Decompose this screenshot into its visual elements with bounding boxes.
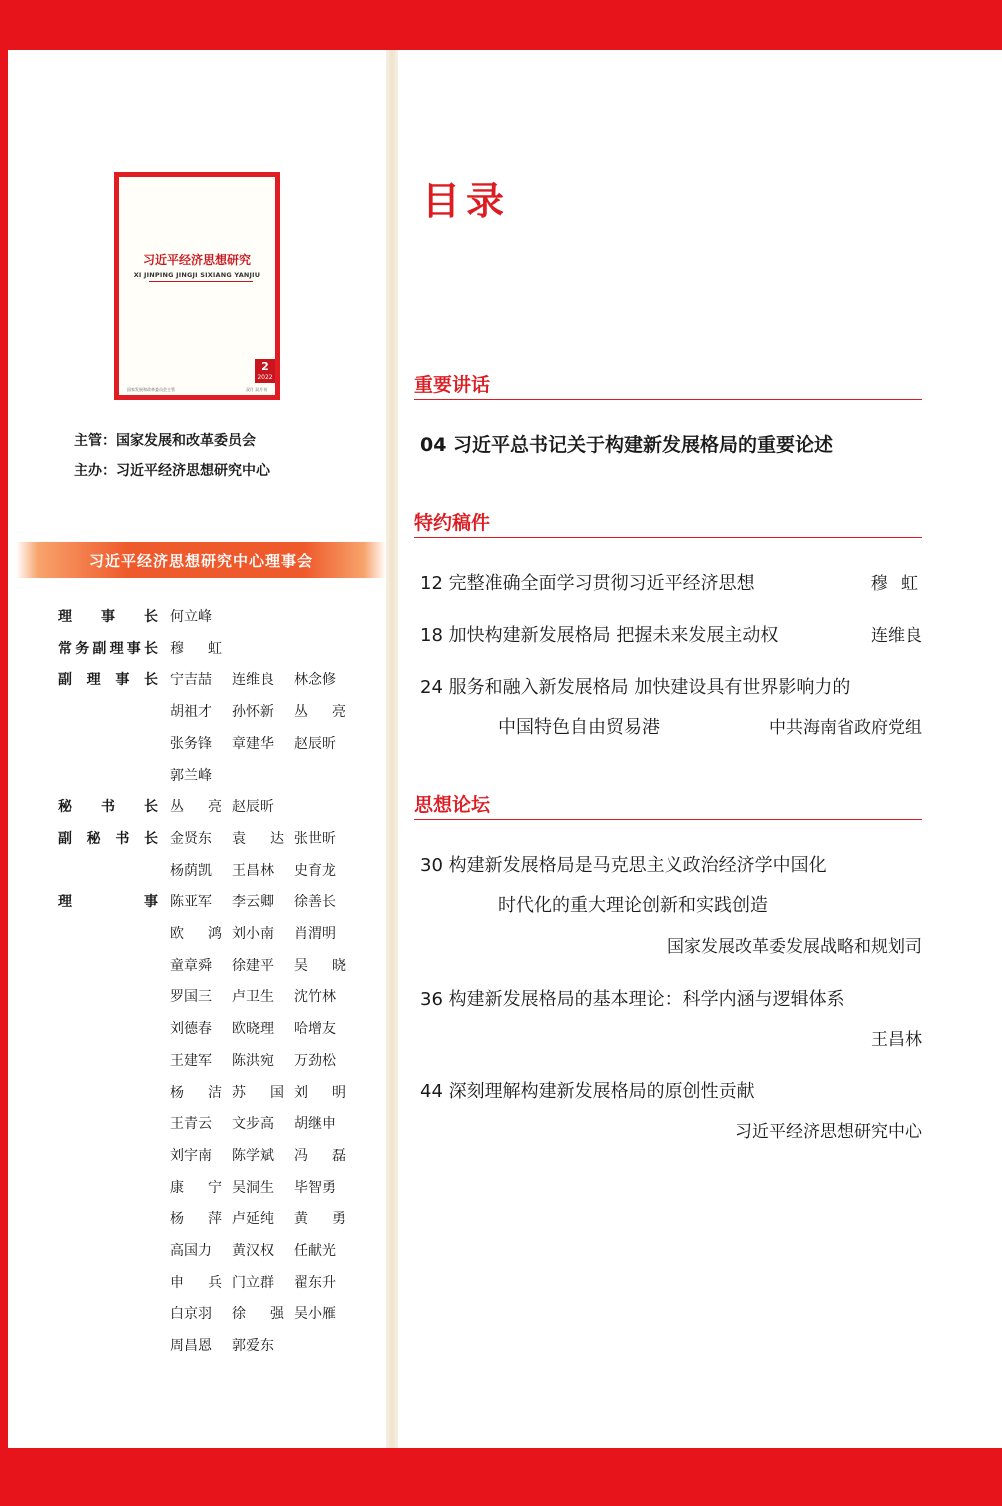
- council-member-name: 张世昕: [294, 830, 336, 847]
- council-banner-text: 习近平经济思想研究中心理事会: [88, 552, 313, 570]
- council-member-name: 黄汉权: [232, 1243, 274, 1259]
- cover-footer-left: 国家发展和改革委员会主管: [127, 387, 175, 392]
- council-member-name: 何立峰: [170, 609, 212, 625]
- cover-title: 习近平经济思想研究: [142, 253, 251, 267]
- council-member-name: 赵辰昕: [232, 799, 274, 816]
- council-member-name: 吴 晓: [294, 957, 346, 974]
- toc-entry-title[interactable]: 18 加快构建新发展格局 把握未来发展主动权: [420, 625, 779, 646]
- cover-issue-number: 2: [261, 360, 269, 373]
- toc-entry-title[interactable]: 04 习近平总书记关于构建新发展格局的重要论述: [420, 434, 834, 456]
- council-member-name: 康 宁: [170, 1179, 222, 1196]
- council-member-name: 刘 明: [294, 1084, 346, 1101]
- council-member-name: 万劲松: [294, 1052, 336, 1069]
- council-member-name: 杨荫凯: [170, 862, 212, 879]
- council-member-name: 黄 勇: [294, 1211, 346, 1228]
- cover-rule: [149, 281, 253, 282]
- magazine-page: [8, 50, 1002, 1448]
- council-member-name: 罗国三: [170, 989, 212, 1006]
- toc-entry-title[interactable]: 12 完整准确全面学习贯彻习近平经济思想: [420, 573, 755, 594]
- council-member-name: 吴洞生: [232, 1179, 274, 1196]
- council-member-name: 刘宇南: [170, 1147, 212, 1164]
- council-member-name: 陈洪宛: [232, 1052, 274, 1069]
- council-member-name: 童章舜: [170, 957, 212, 974]
- toc-section-rule: [414, 537, 922, 538]
- council-member-name: 卢延纯: [232, 1211, 274, 1228]
- council-member-name: 丛 亮: [294, 704, 346, 721]
- council-member-name: 翟东升: [294, 1274, 336, 1291]
- council-member-name: 郭兰峰: [170, 767, 212, 784]
- council-member-name: 胡祖才: [170, 704, 212, 721]
- council-member-name: 门立群: [232, 1274, 274, 1291]
- council-member-name: 高国力: [170, 1243, 212, 1259]
- council-role-label: 理 事: [58, 894, 158, 911]
- council-member-name: 孙怀新: [232, 704, 274, 721]
- toc-entry-author: 穆 虹: [870, 574, 922, 594]
- council-member-name: 文步高: [232, 1116, 274, 1133]
- council-member-name: 哈增友: [294, 1021, 336, 1038]
- toc-entry-title[interactable]: 24 服务和融入新发展格局 加快建设具有世界影响力的: [420, 677, 851, 698]
- council-member-name: 肖渭明: [294, 926, 336, 942]
- toc-section-rule: [414, 399, 922, 400]
- toc-entry-title[interactable]: 44 深刻理解构建新发展格局的原创性贡献: [420, 1081, 755, 1102]
- council-member-name: 苏 国: [232, 1084, 284, 1101]
- council-member-name: 林念修: [294, 672, 336, 689]
- council-member-name: 欧 鸿: [170, 926, 222, 942]
- toc-section-rule: [414, 819, 922, 820]
- council-member-name: 穆 虹: [170, 640, 222, 657]
- council-member-name: 冯 磊: [294, 1147, 346, 1164]
- council-role-label: 副 理 事 长: [58, 672, 158, 689]
- council-member-name: 张务锋: [170, 735, 212, 752]
- council-member-name: 徐善长: [294, 894, 336, 911]
- supervisor-line: 主管：国家发展和改革委员会: [74, 433, 256, 449]
- council-member-name: 吴小雁: [294, 1306, 336, 1323]
- toc-entry-author: 中共海南省政府党组: [769, 718, 922, 738]
- council-member-name: 徐建平: [232, 957, 274, 974]
- council-member-name: 陈学斌: [232, 1147, 274, 1164]
- council-member-name: 毕智勇: [294, 1179, 336, 1196]
- council-member-name: 李云卿: [232, 894, 274, 911]
- council-member-name: 陈亚军: [170, 894, 212, 911]
- cover-issue-year: 2022: [257, 374, 273, 381]
- toc-section-heading: 特约稿件: [414, 512, 491, 534]
- toc-section-heading: 思想论坛: [414, 794, 491, 816]
- council-member-name: 白京羽: [170, 1306, 212, 1323]
- toc-title: 目录: [422, 179, 511, 223]
- council-role-label: 秘 书 长: [58, 799, 158, 816]
- cover-thumbnail: [114, 172, 280, 400]
- toc-entry-title[interactable]: 时代化的重大理论创新和实践创造: [498, 895, 768, 916]
- council-member-name: 丛 亮: [170, 799, 222, 816]
- council-role-label: 常 务 副 理 事 长: [58, 640, 158, 657]
- cover-footer-right: 双月 双月刊: [245, 387, 267, 392]
- cover-inner: [119, 177, 275, 395]
- council-member-name: 王青云: [170, 1116, 212, 1133]
- council-member-name: 申 兵: [170, 1274, 222, 1291]
- council-member-name: 杨 萍: [170, 1211, 222, 1228]
- council-member-name: 王建军: [170, 1052, 212, 1069]
- council-member-name: 郭爱东: [232, 1338, 274, 1355]
- council-member-name: 卢卫生: [232, 989, 274, 1006]
- council-member-name: 欧晓理: [232, 1021, 274, 1038]
- toc-entry-title[interactable]: 中国特色自由贸易港: [498, 717, 660, 738]
- council-member-name: 杨 洁: [170, 1084, 222, 1101]
- cover-pinyin: XI JINPING JINGJI SIXIANG YANJIU: [133, 271, 261, 279]
- council-banner: [16, 542, 386, 578]
- council-member-name: 金贤东: [170, 830, 212, 847]
- council-member-name: 章建华: [232, 735, 274, 752]
- council-member-name: 徐 强: [232, 1306, 284, 1323]
- council-member-name: 袁 达: [232, 830, 284, 847]
- organizer-line: 主办：习近平经济思想研究中心: [74, 463, 270, 479]
- council-member-name: 刘小南: [232, 926, 274, 942]
- council-member-name: 沈竹林: [294, 989, 336, 1006]
- toc-entry-author: 王昌林: [871, 1030, 922, 1050]
- council-member-name: 连维良: [232, 672, 274, 689]
- cover-issue-badge: [255, 359, 275, 383]
- council-member-name: 周昌恩: [170, 1338, 212, 1355]
- council-member-name: 刘德春: [170, 1021, 212, 1038]
- toc-entry-author: 连维良: [871, 626, 922, 646]
- toc-entry-author: 习近平经济思想研究中心: [735, 1122, 922, 1142]
- toc-entry-title[interactable]: 30 构建新发展格局是马克思主义政治经济学中国化: [420, 855, 827, 876]
- toc-entry-author: 国家发展改革委发展战略和规划司: [667, 937, 922, 957]
- council-member-name: 胡继申: [294, 1116, 336, 1133]
- council-role-label: 副 秘 书 长: [58, 830, 158, 847]
- column-divider: [386, 50, 398, 1448]
- council-member-name: 任献光: [294, 1243, 336, 1259]
- toc-entry-title[interactable]: 36 构建新发展格局的基本理论：科学内涵与逻辑体系: [420, 989, 845, 1010]
- council-role-label: 理 事 长: [58, 609, 158, 625]
- council-member-name: 王昌林: [232, 862, 274, 879]
- council-member-name: 史育龙: [294, 862, 336, 879]
- council-member-name: 宁吉喆: [170, 672, 212, 689]
- toc-section-heading: 重要讲话: [414, 374, 491, 396]
- council-member-name: 赵辰昕: [294, 735, 336, 752]
